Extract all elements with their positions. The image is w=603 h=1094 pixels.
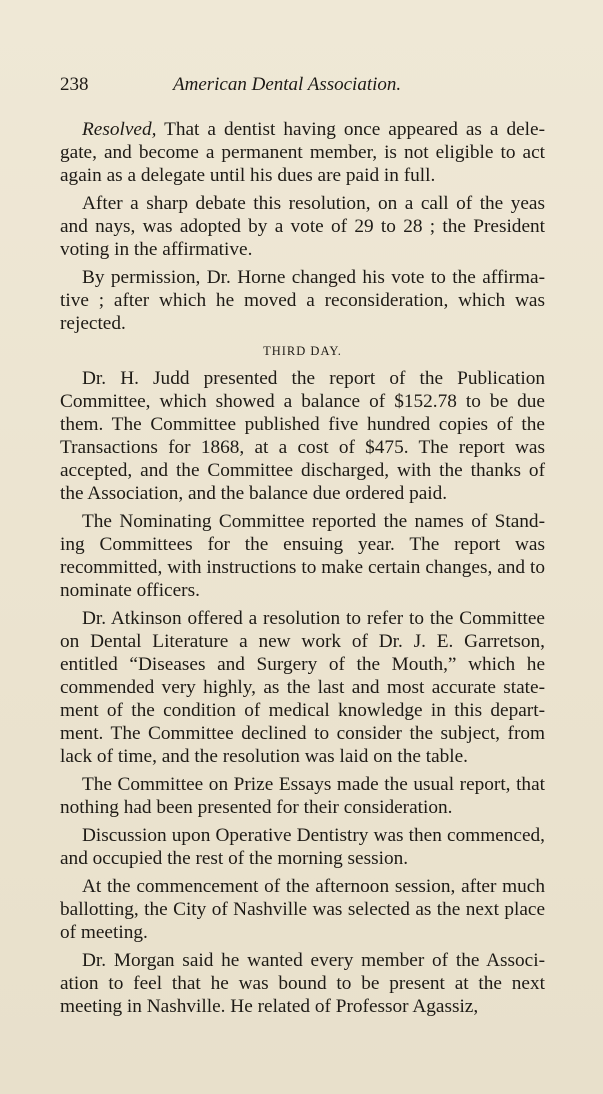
- section-subheading: THIRD DAY.: [263, 344, 342, 358]
- paragraph: [60, 118, 545, 187]
- paragraph-text: That a dentist having once appeared as a delegate, and become a permanent member, is not eligible to act again as a delegate until his dues are paid in full.: [60, 119, 545, 186]
- resolved-lead: Resolved,: [82, 119, 157, 140]
- paragraph: The Nominating Committee reported the names of Standing Committees for the ensuing year. The report was recommitted, with instructions to make certain changes, and to nominate officers.: [60, 511, 545, 601]
- page-number: 238: [60, 74, 89, 95]
- paragraph: The Committee on Prize Essays made the usual report, that nothing had been presented for their consideration.: [60, 774, 545, 818]
- page-body: [60, 118, 545, 1023]
- paragraph: Dr. Atkinson offered a resolution to refer to the Committee on Dental Literature a new work of Dr. J. E. Garretson, entitled “Diseases and Surgery of the Mouth,” which he commended very highly, as the last and most accurate statement of the condition of medical knowledge in this department. The Committee declined to consider the subject, from lack of time, and the resolution was laid on the table.: [60, 608, 545, 767]
- running-title: American Dental Association.: [173, 74, 402, 95]
- paragraph: Dr. H. Judd presented the report of the Publication Committee, which showed a balance of $152.78 to be due them. The Committee published five hundred copies of the Transactions for 1868, at a cost of $475. The report was accepted, and the Committee discharged, with the thanks of the Association, and the balance due ordered paid.: [60, 368, 545, 504]
- paragraph: By permission, Dr. Horne changed his vote to the affirmative ; after which he moved a reconsideration, which was rejected.: [60, 267, 545, 334]
- paragraph: Dr. Morgan said he wanted every member of the Association to feel that he was bound to be present at the next meeting in Nashville. He related of Professor Agassiz,: [60, 950, 545, 1017]
- paragraph: After a sharp debate this resolution, on a call of the yeas and nays, was adopted by a vote of 29 to 28 ; the President voting in the affirmative.: [60, 193, 545, 260]
- paragraph: Discussion upon Operative Dentistry was then commenced, and occupied the rest of the morning session.: [60, 825, 545, 869]
- paragraph: At the commencement of the afternoon session, after much ballotting, the City of Nashville was selected as the next place of meeting.: [60, 876, 545, 943]
